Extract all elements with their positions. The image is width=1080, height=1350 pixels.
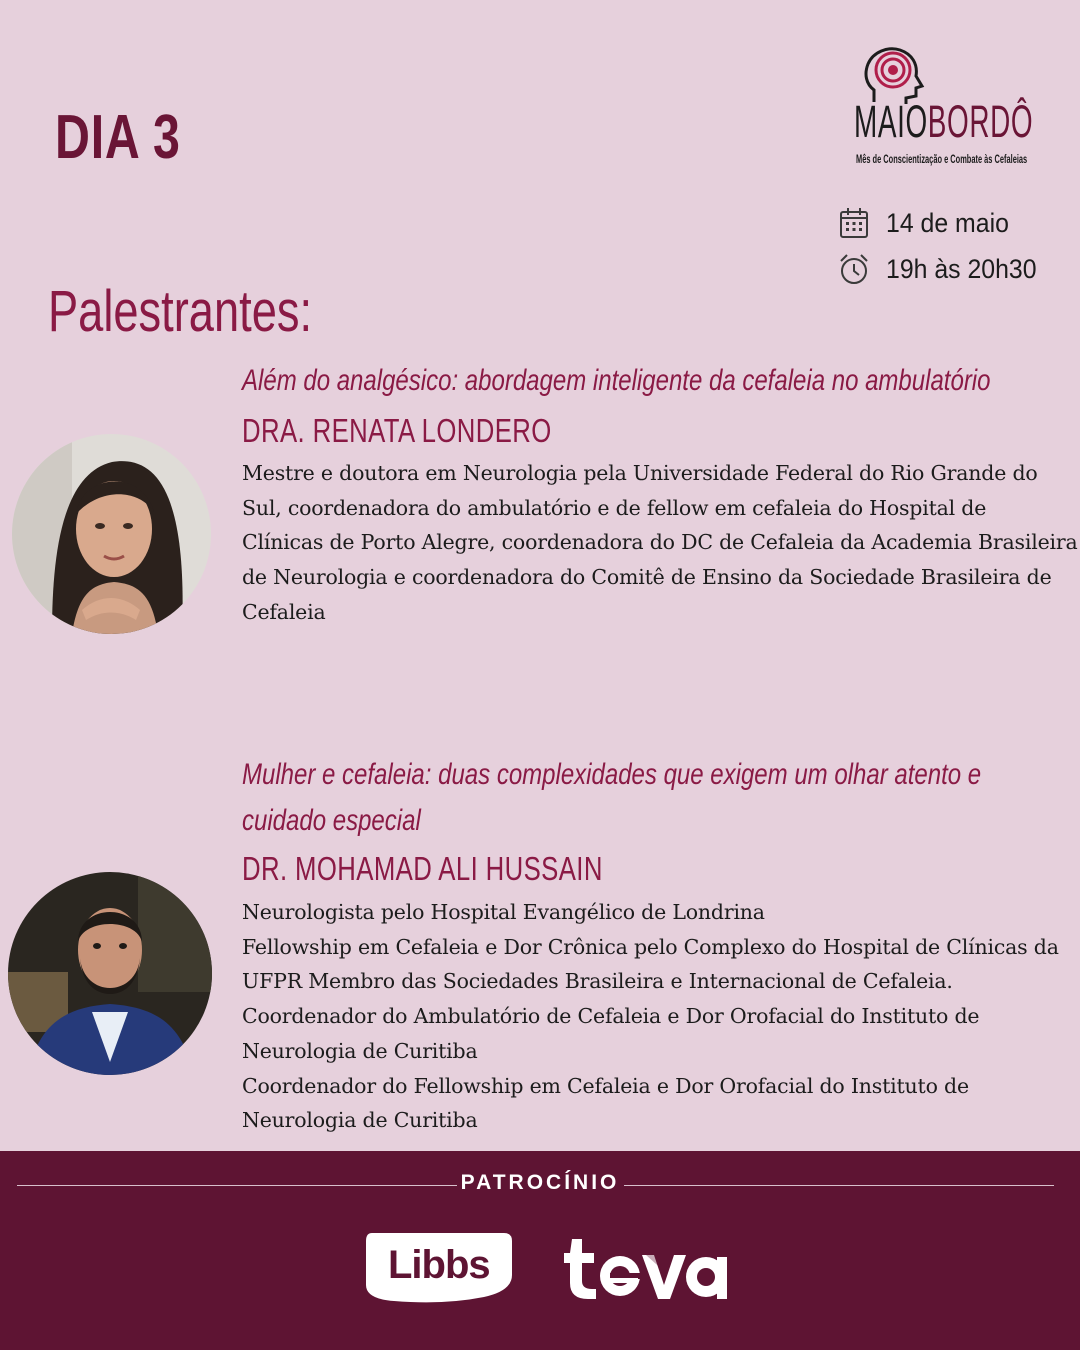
talk-title-1: Além do analgésico: abordagem inteligente da cefaleia no ambulatório [242,364,991,397]
libbs-wordmark: Libbs [388,1243,490,1287]
bio-line: Fellowship em Cefaleia e Dor Crônica pelo Complexo do Hospital de Clínicas da [242,934,1059,959]
speaker-bio-1 [242,456,1078,630]
logo-subtitle: Mês de Conscientização e Combate às Cefaleias [856,152,1028,166]
libbs-logo [364,1231,514,1303]
teva-logo [562,1233,732,1303]
talk-title-2-line-2: cuidado especial [242,804,421,837]
section-title: Palestrantes: [48,279,313,344]
bio-line: Sul, coordenadora do ambulatório e de fellow em cefaleia do Hospital de [242,495,987,520]
logo-wordmark [854,96,1033,148]
maio-bordo-logo [852,44,1032,174]
bio-line: Neurologia de Curitiba [242,1038,478,1063]
bio-line: Coordenador do Ambulatório de Cefaleia e Dor Orofacial do Instituto de [242,1004,980,1029]
event-time: 19h às 20h30 [886,253,1037,284]
event-date: 14 de maio [886,207,1009,238]
event-date-row [838,206,1020,240]
speaker-name-1: DRA. RENATA LONDERO [242,412,552,449]
teva-wordmark-graphic [562,1233,732,1303]
speaker-photo-mohamad [8,872,212,1075]
bio-line: UFPR Membro das Sociedades Brasileira e Internacional de Cefaleia. [242,969,953,994]
logo-word-bordo: BORDÔ [927,96,1034,147]
speaker-photo-renata [12,434,211,634]
calendar-icon [838,206,870,240]
sponsor-label: PATROCÍNIO [460,1171,620,1194]
sponsor-footer [0,1151,1080,1350]
bio-line: de Neurologia e coordenadora do Comitê de Ensino da Sociedade Brasileira de [242,565,1052,590]
speaker-portrait [8,872,212,1075]
speaker-bio-2 [242,895,1067,1138]
bio-line: Cefaleia [242,599,326,624]
bio-line: Coordenador do Fellowship em Cefaleia e Dor Orofacial do Instituto de [242,1073,969,1098]
logo-word-maio: MAIO [854,96,928,147]
talk-title-2-line-1: Mulher e cefaleia: duas complexidades que exigem um olhar atento e [242,758,982,791]
alarm-clock-icon [838,252,870,286]
bio-line: Clínicas de Porto Alegre, coordenadora do DC de Cefaleia da Academia Brasileira [242,530,1078,555]
speaker-name-2: DR. MOHAMAD ALI HUSSAIN [242,850,603,887]
bio-line: Neurologista pelo Hospital Evangélico de Londrina [242,900,765,924]
bio-line: Mestre e doutora em Neurologia pela Universidade Federal do Rio Grande do [242,461,1038,485]
bio-line: Neurologia de Curitiba [242,1108,478,1133]
speaker-portrait [12,434,211,634]
event-time-row [838,252,1050,286]
head-target-icon [852,44,1032,104]
day-label: DIA 3 [55,103,181,172]
